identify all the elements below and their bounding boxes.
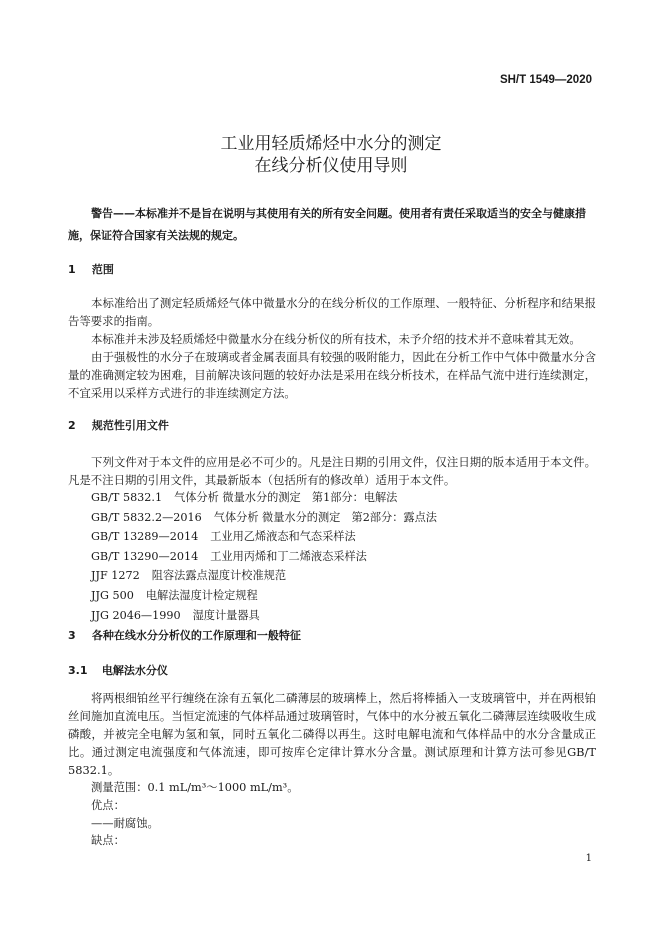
reference-name: 工业用丙烯和丁二烯液态采样法: [210, 549, 367, 563]
section-1-body: [68, 294, 596, 402]
section-3-1-number: 3.1: [68, 664, 88, 677]
section-3-1-paragraph: 将两根细铂丝平行缠绕在涂有五氧化二磷薄层的玻璃棒上，然后将棒插入一支玻璃管中，并在两根铂丝间施加直流电压。当恒定流速的气体样品通过玻璃管时，气体中的水分被五氧化二磷薄层连续吸收生成磷酸，并被完全电解为氢和氧，同时五氧化二磷得以再生。这时电解电流和气体样品中的水分含量成正比。通过测定电流强度和气体流速，即可按库仑定律计算水分含量。测试原理和计算方法可参见GB/T 5832.1。: [68, 691, 596, 777]
section-1-paragraph: 由于强极性的水分子在玻璃或者金属表面具有较强的吸附能力，因此在分析工作中气体中微量水分含量的准确测定较为困难，目前解决该问题的较好办法是采用在线分析技术，在样品气流中进行连续测定，不宜采用以采样方式进行的非连续测定方法。: [68, 350, 596, 400]
reference-item: [91, 566, 591, 586]
section-1-paragraph: 本标准给出了测定轻质烯烃气体中微量水分的在线分析仪的工作原理、一般特征、分析程序和结果报告等要求的指南。: [68, 296, 596, 328]
section-3-number: 3: [68, 629, 76, 642]
section-3-1-heading: [68, 663, 168, 679]
measurement-range: 测量范围：0.1 mL/m³～1000 mL/m³。: [91, 781, 299, 794]
section-1-number: 1: [68, 263, 76, 276]
reference-name: 气体分析 微量水分的测定 第2部分：露点法: [213, 510, 437, 524]
section-2-intro-text: 下列文件对于本文件的应用是必不可少的。凡是注日期的引用文件，仅注日期的版本适用于本文件。凡是不注日期的引用文件，其最新版本（包括所有的修改单）适用于本文件。: [68, 455, 596, 487]
section-2-intro: [68, 453, 596, 489]
reference-code: GB/T 5832.2—2016: [91, 510, 202, 524]
document-title-line2: 在线分析仪使用导则: [254, 156, 408, 176]
section-3-1-body: [68, 689, 596, 779]
section-3-title: 各种在线水分分析仪的工作原理和一般特征: [91, 629, 301, 642]
reference-code: JJG 500: [91, 588, 134, 602]
reference-item: [91, 508, 591, 528]
reference-item: [91, 547, 591, 567]
reference-name: 气体分析 微量水分的测定 第1部分：电解法: [174, 491, 398, 504]
section-1-heading: [68, 262, 114, 278]
reference-item: [91, 586, 591, 606]
advantages-label: 优点：: [91, 799, 125, 812]
document-title-line1: 工业用轻质烯烃中水分的测定: [220, 134, 442, 154]
page-number: 1: [585, 853, 592, 864]
reference-code: GB/T 13289—2014: [91, 530, 199, 544]
reference-name: 工业用乙烯液态和气态采样法: [210, 530, 356, 544]
section-1-paragraph: 本标准并未涉及轻质烯烃中微量水分在线分析仪的所有技术，未予介绍的技术并不意味着其无效。: [91, 332, 581, 346]
section-1-title: 范围: [91, 263, 114, 276]
advantage-item: ——耐腐蚀。: [91, 817, 159, 830]
warning-block: [68, 203, 596, 247]
reference-item: [91, 527, 591, 547]
section-3-1-title: 电解法水分仪: [101, 664, 168, 677]
reference-code: JJF 1272: [91, 569, 140, 583]
reference-name: 阻容法露点湿度计校准规范: [151, 569, 287, 583]
section-2-number: 2: [68, 419, 76, 432]
reference-code: GB/T 5832.1: [91, 491, 163, 504]
disadvantages-label: 缺点：: [91, 834, 125, 847]
standard-number: SH/T 1549—2020: [499, 74, 592, 86]
reference-code: JJG 2046—1990: [91, 608, 181, 622]
reference-item: [91, 606, 591, 626]
reference-name: 电解法湿度计检定规程: [145, 588, 258, 602]
reference-name: 湿度计量器具: [192, 608, 260, 622]
reference-list: [91, 488, 591, 625]
section-2-title: 规范性引用文件: [91, 419, 169, 432]
warning-text: 警告——本标准并不是旨在说明与其使用有关的所有安全问题。使用者有责任采取适当的安全与健康措施，保证符合国家有关法规的规定。: [68, 207, 586, 242]
section-2-heading: [68, 418, 169, 434]
section-3-heading: [68, 628, 301, 644]
reference-code: GB/T 13290—2014: [91, 549, 199, 563]
reference-item: [91, 488, 591, 508]
